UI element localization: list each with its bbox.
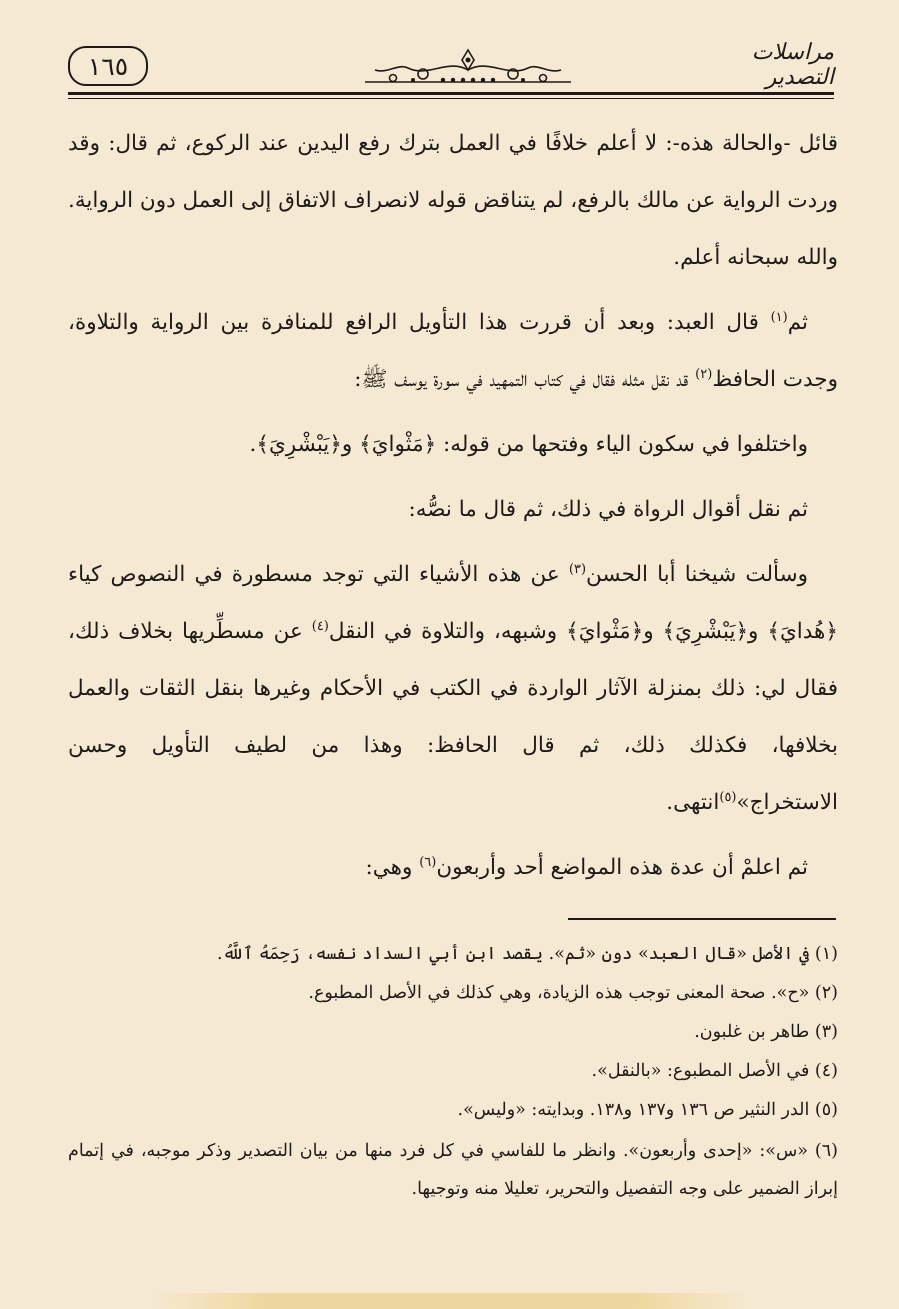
paragraph-1: قائل -والحالة هذه-: لا أعلم خلافًا في العمل بترك رفع اليدين عند الركوع، ثم قال: وقد وردت الرواية عن مالك بالرفع، لم يتناقض قوله لانصراف الاتفاق إلى العمل دون الرواية. والله سبحانه أعلم. (68, 131, 838, 270)
footnote-6: (٦) «س»: «إحدى وأربعون». وانظر ما للفاسي في كل فرد منها من بيان التصدير وذكر موجبه، في إتمام إبراز الضمير على وجه التفصيل والتحرير، تعليلا منه وتوجيها. (68, 1141, 838, 1199)
footnote-4: (٤) في الأصل المطبوع: «بالنقل». (591, 1061, 838, 1081)
footnote-5: (٥) الدر النثير ص ١٣٦ و١٣٧ و١٣٨. وبدايته: «وليس». (457, 1100, 838, 1120)
footnote-2: (٢) «ح». صحة المعنى توجب هذه الزيادة، وهي كذلك في الأصل المطبوع. (308, 983, 838, 1003)
paragraph-3: واختلفوا في سكون الياء وفتحها من قوله: ﴿مَثْوايَ﴾ و﴿يَبْشْرِيَ﴾. (249, 432, 808, 457)
footnote-separator (568, 918, 836, 920)
header-rule (68, 92, 834, 95)
paragraph-2: ثم$^{(١)}$ قال العبد: وبعد أن قررت هذا التأويل الرافع للمنافرة بين الرواية والتلاوة، وجدت الحافظ$^{(٢)}$ قد نقل مثله فقال في كتاب التمهيد في سورة يوسف ﷺ: (68, 309, 838, 392)
paragraph-6: ثم اعلمْ أن عدة هذه المواضع أحد وأربعون$^{(٦)}$ وهي: (365, 854, 808, 880)
paragraph-4: ثم نقل أقوال الرواة في ذلك، ثم قال ما نصُّه: (408, 497, 808, 522)
paragraph-5: وسألت شيخنا أبا الحسن$^{(٣)}$ عن هذه الأشياء التي توجد مسطورة في النصوص كياء ﴿هُدايَ﴾ و﴿يَبْشْرِيَ﴾ و﴿مَثْوايَ﴾ وشبهه، والتلاوة في النقل$^{(٤)}$ عن مسطِّريها بخلاف ذلك، فقال لي: ذلك بمنزلة الآثار الواردة في الكتب في الأحكام وغيرها بنقل الثقات والعمل بخلافها، فكذلك ذلك، ثم قال الحافظ: وهذا من لطيف التأويل وحسن الاستخراج»$^{(٥)}$انتهى. (68, 561, 838, 815)
watermark (150, 1293, 750, 1309)
footnote-ref-5[interactable]: (٥) (719, 789, 737, 805)
main-text (68, 115, 838, 896)
footnotes (68, 935, 838, 1208)
header-rule-thin (68, 98, 834, 99)
page-number: ١٦٥ (68, 46, 148, 86)
page-header (68, 40, 834, 100)
footnote-ref-1[interactable]: (١) (770, 309, 788, 325)
footnote-ref-2[interactable]: (٢) (695, 366, 713, 382)
footnote-ref-3[interactable]: (٣) (568, 561, 587, 577)
footnote-1: (١) في الأصل «قال العبد» دون «ثم». يقصد ابن أبي السداد نفسه، رَحِمَهُ ٱللَّهُ. (216, 944, 838, 964)
footnote-ref-4[interactable]: (٤) (311, 618, 329, 634)
book-title-logo: مراسلات التصدير (751, 40, 834, 90)
footnote-ref-6[interactable]: (٦) (419, 854, 437, 870)
footnote-3: (٣) طاهر بن غلبون. (694, 1022, 838, 1042)
word-then: ثم (787, 310, 808, 335)
ornament-icon (353, 44, 583, 88)
